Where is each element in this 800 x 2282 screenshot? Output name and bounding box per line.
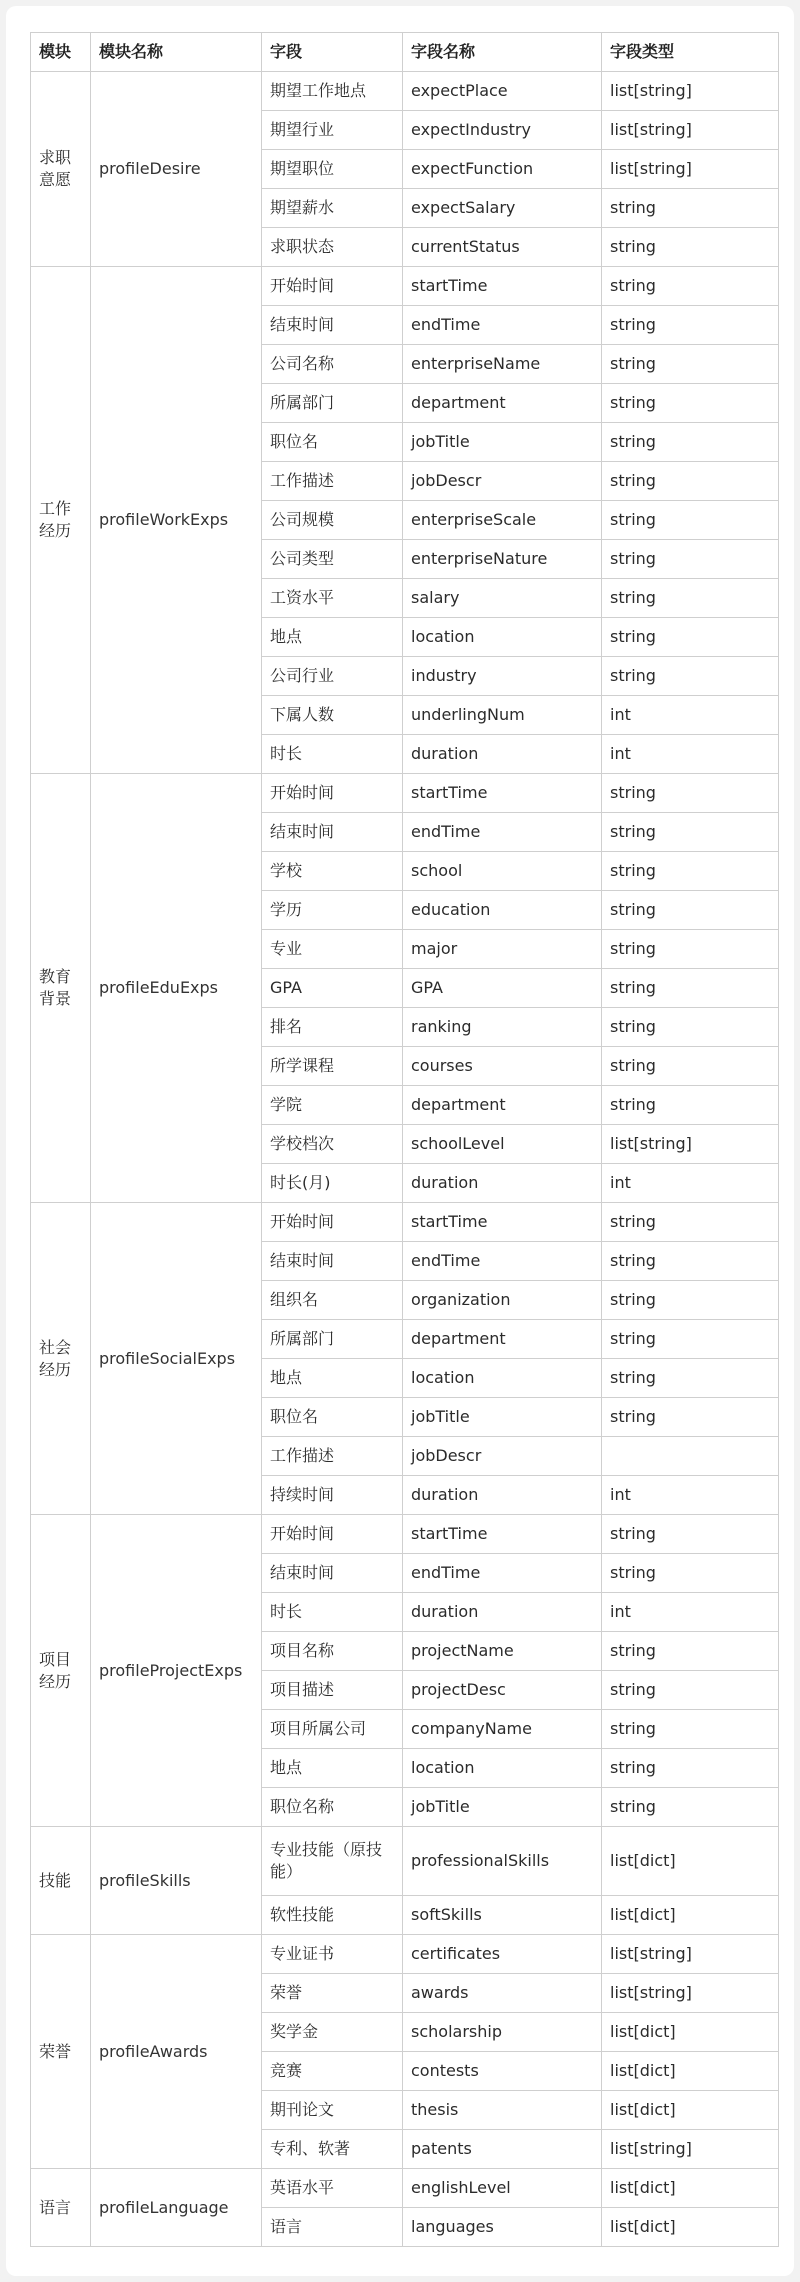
field-type-cell: list[dict] — [602, 2169, 779, 2208]
field-type-cell: string — [602, 501, 779, 540]
table-row — [31, 1827, 779, 1896]
table-row — [31, 267, 779, 306]
field-cell: 语言 — [262, 2208, 403, 2247]
field-cell: 学校档次 — [262, 1125, 403, 1164]
field-cell: 软性技能 — [262, 1896, 403, 1935]
field-cell: 英语水平 — [262, 2169, 403, 2208]
field-name-cell: startTime — [403, 1515, 602, 1554]
module-name-cell: profileProjectExps — [91, 1515, 262, 1827]
field-type-cell: string — [602, 1554, 779, 1593]
field-type-cell: list[dict] — [602, 1827, 779, 1896]
field-type-cell: string — [602, 1086, 779, 1125]
field-type-cell: string — [602, 1710, 779, 1749]
table-row — [31, 2169, 779, 2208]
field-name-cell: expectFunction — [403, 150, 602, 189]
field-type-cell: list[dict] — [602, 1896, 779, 1935]
field-cell: 荣誉 — [262, 1974, 403, 2013]
field-name-cell: endTime — [403, 1554, 602, 1593]
document-card — [6, 6, 794, 2276]
module-cell: 工作经历 — [31, 267, 91, 774]
field-cell: 项目名称 — [262, 1632, 403, 1671]
field-type-cell: string — [602, 1320, 779, 1359]
table-row — [31, 1515, 779, 1554]
field-type-cell: int — [602, 1164, 779, 1203]
field-name-cell: department — [403, 1086, 602, 1125]
field-cell: 地点 — [262, 1359, 403, 1398]
field-cell: 结束时间 — [262, 1554, 403, 1593]
field-cell: 期望工作地点 — [262, 72, 403, 111]
module-name-cell: profileDesire — [91, 72, 262, 267]
field-name-cell: major — [403, 930, 602, 969]
field-cell: 学校 — [262, 852, 403, 891]
field-type-cell: string — [602, 462, 779, 501]
module-cell: 求职意愿 — [31, 72, 91, 267]
table-row — [31, 774, 779, 813]
field-name-cell: expectIndustry — [403, 111, 602, 150]
field-cell: 时长 — [262, 735, 403, 774]
header-field-type: 字段类型 — [602, 33, 779, 72]
field-name-cell: jobTitle — [403, 1398, 602, 1437]
field-cell: 奖学金 — [262, 2013, 403, 2052]
field-cell: 竞赛 — [262, 2052, 403, 2091]
field-type-cell: list[string] — [602, 2130, 779, 2169]
field-cell: 专业技能（原技能） — [262, 1827, 403, 1896]
field-cell: 组织名 — [262, 1281, 403, 1320]
field-type-cell: string — [602, 228, 779, 267]
field-type-cell — [602, 1437, 779, 1476]
module-name-cell: profileAwards — [91, 1935, 262, 2169]
field-name-cell: startTime — [403, 267, 602, 306]
field-name-cell: awards — [403, 1974, 602, 2013]
field-type-cell: string — [602, 540, 779, 579]
field-name-cell: languages — [403, 2208, 602, 2247]
field-name-cell: thesis — [403, 2091, 602, 2130]
field-name-cell: organization — [403, 1281, 602, 1320]
field-cell: 开始时间 — [262, 1203, 403, 1242]
field-type-cell: list[dict] — [602, 2013, 779, 2052]
field-name-cell: ranking — [403, 1008, 602, 1047]
field-name-cell: industry — [403, 657, 602, 696]
field-name-cell: enterpriseNature — [403, 540, 602, 579]
field-type-cell: string — [602, 1281, 779, 1320]
field-cell: 学历 — [262, 891, 403, 930]
header-module: 模块 — [31, 33, 91, 72]
module-cell: 项目经历 — [31, 1515, 91, 1827]
field-name-cell: location — [403, 1359, 602, 1398]
field-cell: 开始时间 — [262, 774, 403, 813]
field-cell: 专业证书 — [262, 1935, 403, 1974]
field-cell: 项目所属公司 — [262, 1710, 403, 1749]
field-name-cell: jobDescr — [403, 1437, 602, 1476]
field-cell: 结束时间 — [262, 1242, 403, 1281]
module-name-cell: profileSocialExps — [91, 1203, 262, 1515]
table-body — [31, 72, 779, 2247]
header-row — [31, 33, 779, 72]
field-name-cell: enterpriseScale — [403, 501, 602, 540]
field-cell: 期刊论文 — [262, 2091, 403, 2130]
field-type-cell: list[string] — [602, 1974, 779, 2013]
field-cell: 时长(月) — [262, 1164, 403, 1203]
field-name-cell: enterpriseName — [403, 345, 602, 384]
field-name-cell: jobTitle — [403, 1788, 602, 1827]
field-cell: 结束时间 — [262, 306, 403, 345]
field-type-cell: list[string] — [602, 1935, 779, 1974]
field-cell: 职位名称 — [262, 1788, 403, 1827]
field-cell: 时长 — [262, 1593, 403, 1632]
field-cell: 职位名 — [262, 423, 403, 462]
field-name-cell: duration — [403, 1593, 602, 1632]
module-name-cell: profileSkills — [91, 1827, 262, 1935]
field-type-cell: string — [602, 1008, 779, 1047]
field-type-cell: list[string] — [602, 1125, 779, 1164]
field-type-cell: string — [602, 1203, 779, 1242]
field-type-cell: string — [602, 1515, 779, 1554]
field-name-cell: department — [403, 384, 602, 423]
field-cell: 排名 — [262, 1008, 403, 1047]
field-cell: 期望行业 — [262, 111, 403, 150]
table-row — [31, 1935, 779, 1974]
field-name-cell: salary — [403, 579, 602, 618]
field-cell: GPA — [262, 969, 403, 1008]
field-cell: 开始时间 — [262, 267, 403, 306]
field-cell: 工资水平 — [262, 579, 403, 618]
field-type-cell: string — [602, 813, 779, 852]
field-cell: 地点 — [262, 618, 403, 657]
field-cell: 公司规模 — [262, 501, 403, 540]
schema-table — [30, 32, 779, 2247]
field-cell: 职位名 — [262, 1398, 403, 1437]
field-type-cell: string — [602, 345, 779, 384]
field-name-cell: scholarship — [403, 2013, 602, 2052]
field-cell: 公司名称 — [262, 345, 403, 384]
field-name-cell: projectDesc — [403, 1671, 602, 1710]
field-type-cell: string — [602, 1359, 779, 1398]
field-name-cell: school — [403, 852, 602, 891]
field-type-cell: int — [602, 696, 779, 735]
module-cell: 教育背景 — [31, 774, 91, 1203]
field-name-cell: expectPlace — [403, 72, 602, 111]
table-header — [31, 33, 779, 72]
field-type-cell: string — [602, 1788, 779, 1827]
field-name-cell: endTime — [403, 306, 602, 345]
header-field: 字段 — [262, 33, 403, 72]
field-cell: 地点 — [262, 1749, 403, 1788]
field-name-cell: location — [403, 618, 602, 657]
field-type-cell: string — [602, 1047, 779, 1086]
field-name-cell: education — [403, 891, 602, 930]
field-name-cell: startTime — [403, 1203, 602, 1242]
field-cell: 专业 — [262, 930, 403, 969]
field-cell: 期望职位 — [262, 150, 403, 189]
field-type-cell: list[string] — [602, 150, 779, 189]
field-type-cell: string — [602, 1398, 779, 1437]
field-type-cell: string — [602, 189, 779, 228]
field-cell: 公司类型 — [262, 540, 403, 579]
field-type-cell: list[dict] — [602, 2091, 779, 2130]
field-cell: 期望薪水 — [262, 189, 403, 228]
field-type-cell: string — [602, 579, 779, 618]
field-type-cell: string — [602, 969, 779, 1008]
field-cell: 开始时间 — [262, 1515, 403, 1554]
field-type-cell: int — [602, 1593, 779, 1632]
field-name-cell: jobTitle — [403, 423, 602, 462]
field-name-cell: GPA — [403, 969, 602, 1008]
field-cell: 项目描述 — [262, 1671, 403, 1710]
field-cell: 工作描述 — [262, 462, 403, 501]
field-cell: 所属部门 — [262, 384, 403, 423]
field-type-cell: string — [602, 1242, 779, 1281]
field-type-cell: int — [602, 1476, 779, 1515]
field-cell: 学院 — [262, 1086, 403, 1125]
field-name-cell: companyName — [403, 1710, 602, 1749]
field-name-cell: jobDescr — [403, 462, 602, 501]
field-name-cell: contests — [403, 2052, 602, 2091]
field-type-cell: string — [602, 1632, 779, 1671]
field-cell: 工作描述 — [262, 1437, 403, 1476]
field-cell: 公司行业 — [262, 657, 403, 696]
module-cell: 技能 — [31, 1827, 91, 1935]
field-type-cell: string — [602, 852, 779, 891]
field-name-cell: expectSalary — [403, 189, 602, 228]
field-name-cell: underlingNum — [403, 696, 602, 735]
header-module-name: 模块名称 — [91, 33, 262, 72]
module-cell: 语言 — [31, 2169, 91, 2247]
field-type-cell: string — [602, 1671, 779, 1710]
field-type-cell: string — [602, 930, 779, 969]
field-type-cell: string — [602, 618, 779, 657]
module-cell: 荣誉 — [31, 1935, 91, 2169]
field-cell: 持续时间 — [262, 1476, 403, 1515]
field-cell: 求职状态 — [262, 228, 403, 267]
module-name-cell: profileWorkExps — [91, 267, 262, 774]
field-name-cell: department — [403, 1320, 602, 1359]
field-cell: 所属部门 — [262, 1320, 403, 1359]
field-name-cell: endTime — [403, 813, 602, 852]
field-name-cell: startTime — [403, 774, 602, 813]
table-row — [31, 72, 779, 111]
module-name-cell: profileLanguage — [91, 2169, 262, 2247]
field-type-cell: list[dict] — [602, 2052, 779, 2091]
field-name-cell: duration — [403, 1164, 602, 1203]
field-name-cell: endTime — [403, 1242, 602, 1281]
field-name-cell: softSkills — [403, 1896, 602, 1935]
field-type-cell: string — [602, 1749, 779, 1788]
header-field-name: 字段名称 — [403, 33, 602, 72]
field-cell: 所学课程 — [262, 1047, 403, 1086]
field-cell: 结束时间 — [262, 813, 403, 852]
field-name-cell: currentStatus — [403, 228, 602, 267]
field-type-cell: string — [602, 306, 779, 345]
field-type-cell: list[string] — [602, 111, 779, 150]
field-name-cell: schoolLevel — [403, 1125, 602, 1164]
field-name-cell: patents — [403, 2130, 602, 2169]
field-name-cell: location — [403, 1749, 602, 1788]
field-type-cell: string — [602, 774, 779, 813]
field-cell: 专利、软著 — [262, 2130, 403, 2169]
field-type-cell: list[string] — [602, 72, 779, 111]
field-type-cell: string — [602, 891, 779, 930]
field-type-cell: string — [602, 384, 779, 423]
field-type-cell: string — [602, 423, 779, 462]
field-name-cell: certificates — [403, 1935, 602, 1974]
field-name-cell: projectName — [403, 1632, 602, 1671]
field-type-cell: string — [602, 657, 779, 696]
field-cell: 下属人数 — [262, 696, 403, 735]
field-name-cell: englishLevel — [403, 2169, 602, 2208]
table-row — [31, 1203, 779, 1242]
field-name-cell: professionalSkills — [403, 1827, 602, 1896]
field-name-cell: courses — [403, 1047, 602, 1086]
field-name-cell: duration — [403, 735, 602, 774]
module-cell: 社会经历 — [31, 1203, 91, 1515]
module-name-cell: profileEduExps — [91, 774, 262, 1203]
field-type-cell: list[dict] — [602, 2208, 779, 2247]
field-name-cell: duration — [403, 1476, 602, 1515]
field-type-cell: int — [602, 735, 779, 774]
field-type-cell: string — [602, 267, 779, 306]
